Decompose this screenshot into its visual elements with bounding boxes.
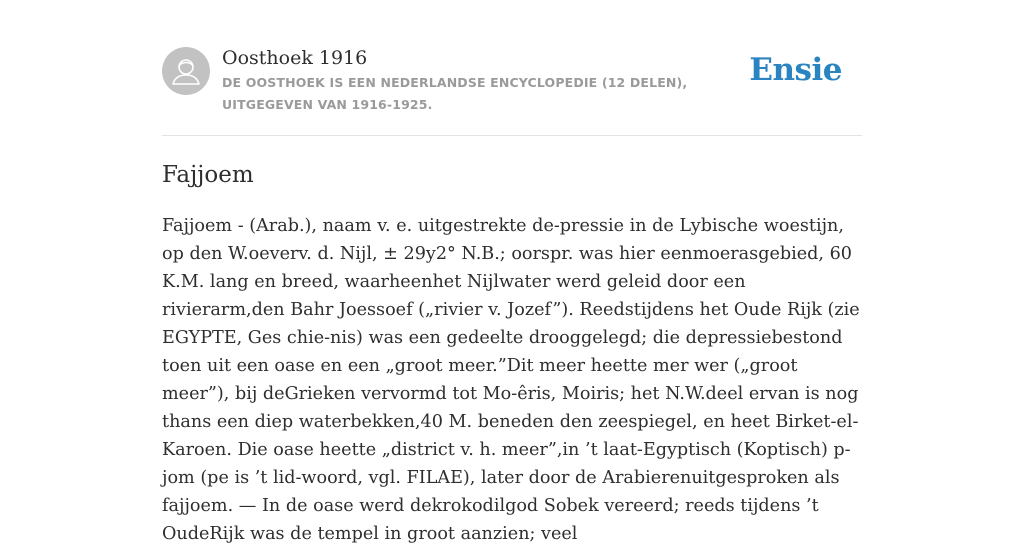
source-header	[162, 46, 862, 116]
source-description: DE OOSTHOEK IS EEN NEDERLANDSE ENCYCLOPEDIE (12 DELEN), UITGEGEVEN VAN 1916-1925.	[222, 75, 688, 112]
user-icon	[162, 47, 210, 95]
source-avatar[interactable]	[162, 47, 210, 95]
entry-title: Fajjoem	[162, 162, 254, 188]
brand-logo[interactable]: Ensie	[749, 52, 842, 88]
source-title-link[interactable]: Oosthoek 1916	[222, 47, 368, 69]
entry-body: Fajjoem - (Arab.), naam v. e. uitgestrekte de-pressie in de Lybische woestijn, op den W.oeverv. d. Nijl, ± 29y2° N.B.; oorspr. was hier eenmoerasgebied, 60 K.M. lang en breed, waarheenhet Nijlwater werd geleid door een rivierarm,den Bahr Joessoef („rivier v. Jozef”). Reedstijdens het Oude Rijk (zie EGYPTE, Ges chie-nis) was een gedeelte drooggelegd; die depressiebestond toen uit een oase en een „groot meer.”Dit meer heette mer wer („groot meer”), bij deGrieken vervormd tot Mo-êris, Moiris; het N.W.deel ervan is nog thans een diep waterbekken,40 M. beneden den zeespiegel, en heet Birket-el-Karoen. Die oase heette „district v. h. meer”,in ’t laat-Egyptisch (Koptisch) p-jom (pe is ’t lid-woord, vgl. FILAE), later door de Arabierenuitgesproken als fajjoem. — In de oase werd dekrokodilgod Sobek vereerd; reeds tijdens ’t OudeRijk was de tempel in groot aanzien; veel	[162, 216, 860, 544]
header-divider	[162, 135, 862, 136]
